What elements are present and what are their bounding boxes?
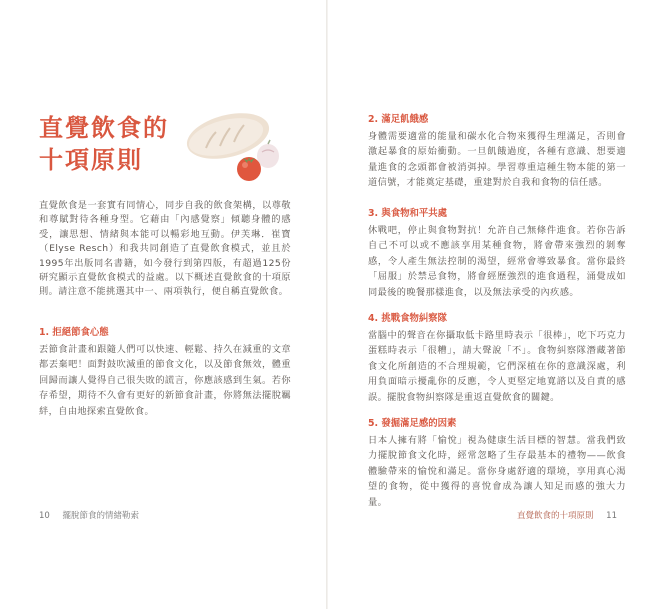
principle-5-heading: 5. 發掘滿足感的因素 [368, 418, 457, 429]
principle-3-body: 休戰吧，停止與食物對抗！允許自己無條件進食。若你告訴自己不可以或不應該享用某種食物，將會帶來強烈的剝奪感，令人產生無法控制的渴望，經常會導致暴食。當你最終「屈服」於禁忌食物，將會經歷強烈的進食過程，涌覺成如同最後的晚餐那樣進食，以及無法承受的內疚感。 [368, 225, 626, 298]
principle-2-body: 身體需要適當的能量和碳水化合物來獲得生理滿足，否則會激起暴食的原始衝動。一旦飢餓過度，各種有意識、想要適量進食的念頭都會被消弭掉。學習尊重這種生物本能的第一道信號，才能奠定基礎，重建對於自我和食物的信任感。 [368, 131, 626, 189]
right-footer [517, 509, 617, 521]
principle-1-body: 丟節食計畫和跟隨人們可以快速、輕鬆、持久在減重的文章都丟棄吧！面對鼓吹減重的節食文化，以及節食無效，體重回歸而讓人覺得自己很失敗的謊言，你應該感到生氣。若你存希望，期待不久會有更好的新節食計畫，你將無法擺脫羈絆，自由地探索直覺飲食。 [39, 344, 291, 417]
title-line-1: 直覺飲食的 [39, 114, 169, 142]
principle-3-heading: 3. 與食物和平共處 [368, 208, 447, 219]
page-gutter [326, 0, 328, 609]
principle-5-body: 日本人擁有將「愉悅」視為健康生活目標的智慧。當我們致力擺脫節食文化時，經常忽略了生存最基本的禮物——飲食體驗帶來的愉悅和滿足。當你身處舒適的環境，享用真心渴望的食物，從中獲得的喜悅會成為讓人知足而感的強大力量。 [368, 435, 626, 508]
principle-1 [39, 326, 291, 419]
principle-4-body: 當腦中的聲音在你攝取低卡路里時表示「很棒」，吃下巧克力蛋糕時表示「很糟」，請大聲說「不」。食物糾察隊潛藏著節食文化所創造的不合理規範，它們深植在你的意識深處，利用負面暗示擾亂你的反應，令人更堅定地寬諮以及自責的感誤。擺脫食物糾察隊是重返直覺飲食的關鍵。 [368, 330, 626, 403]
intro-paragraph: 直覺飲食是一套實有同情心，同步自我的飲食架構，以尊敬和尊賦對待各種身型。它藉由「內感覺察」傾聽身體的感受，讓思想、情緒與本能可以暢彩地互動。伊芙琳．崔寶（Elyse Resch）和我共同創造了直覺飲食模式，並且於1995年出版同名書籍，如今發行到第四版，有超過125份研究顯示直覺飲食模式的益處。以下概述直覺飲食的十項原則。請注意不能挑選其中一、兩項執行，便自稱直覺飲食。 [39, 200, 291, 298]
right-page-number: 11 [606, 511, 617, 521]
principle-2-heading: 2. 滿足飢餓感 [368, 114, 429, 125]
principle-4-heading: 4. 挑戰食物糾察隊 [368, 313, 447, 324]
principle-1-heading: 1. 拒絕節食心態 [39, 327, 109, 338]
principle-5 [368, 417, 626, 510]
principle-4 [368, 312, 626, 405]
principle-3 [368, 207, 626, 300]
title-line-2: 十項原則 [39, 146, 143, 174]
tomato-icon [237, 157, 261, 181]
left-footer [39, 509, 139, 521]
chapter-title [39, 112, 169, 176]
left-page-number: 10 [39, 511, 50, 521]
right-running-title: 直覺飲食的十項原則 [516, 511, 594, 521]
left-running-title: 擺脫節食的情緒勒索 [62, 511, 140, 521]
bread-and-tomato-illustration [180, 106, 290, 190]
principle-2 [368, 113, 626, 191]
garlic-icon [257, 140, 279, 168]
